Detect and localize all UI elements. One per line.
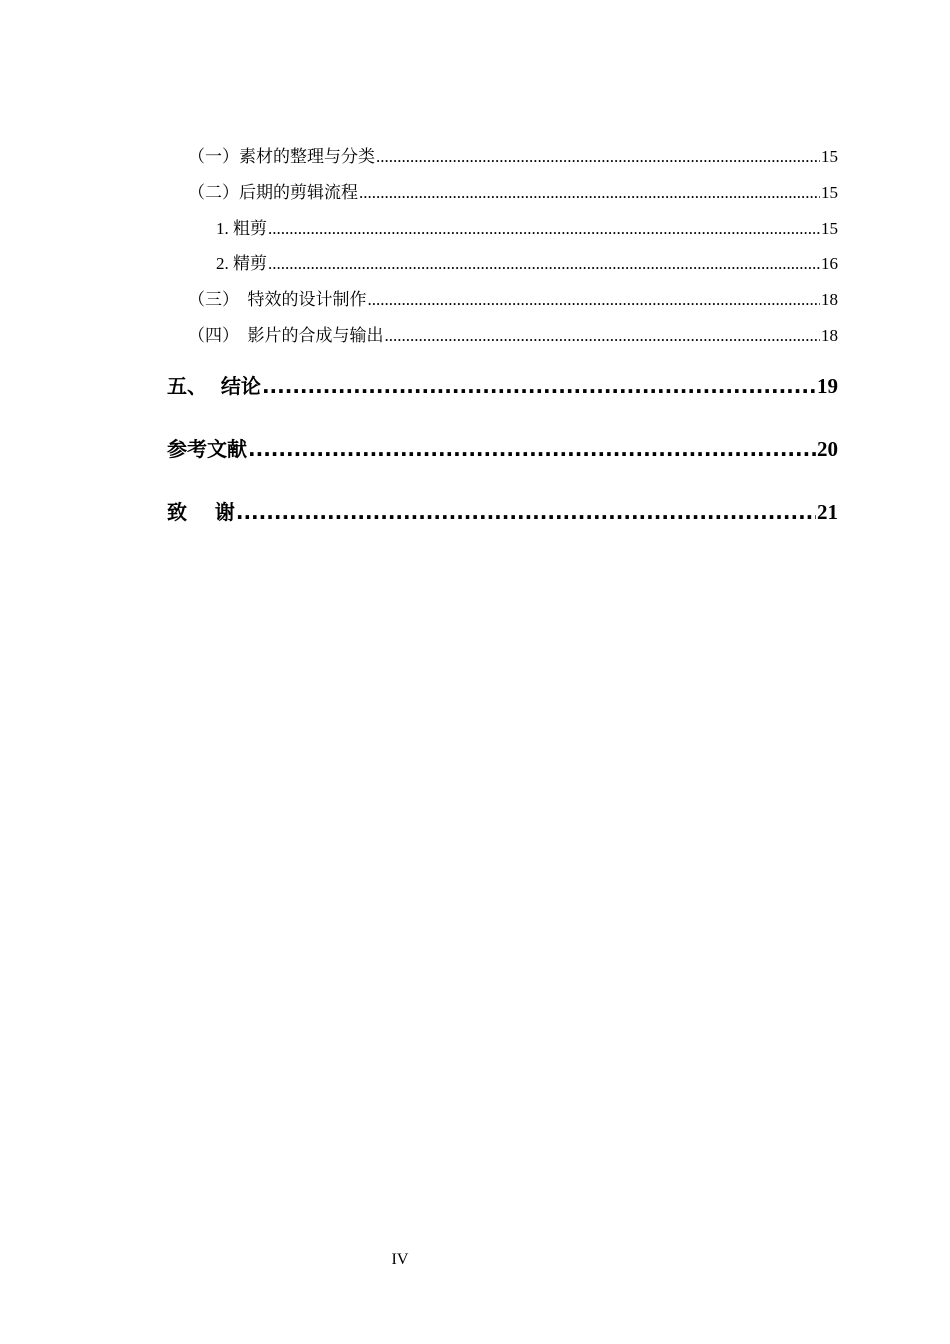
toc-entry-page: 20 (817, 437, 838, 461)
toc-leader-dots (236, 497, 816, 527)
toc-entry[interactable] (216, 217, 838, 241)
toc-entry-page: 16 (821, 254, 838, 273)
toc-entry-page: 21 (817, 500, 838, 524)
toc-chapter-entry[interactable] (167, 434, 838, 464)
toc-entry-page: 19 (817, 374, 838, 398)
toc-leader-dots (262, 371, 816, 401)
toc-entry-page: 18 (821, 326, 838, 345)
toc-entry[interactable] (188, 288, 838, 312)
toc-entry-label: （三） 特效的设计制作 (188, 290, 367, 309)
toc-entry-label: 2. 精剪 (216, 254, 267, 273)
toc-entry[interactable] (216, 252, 838, 276)
toc-leader-dots (368, 288, 821, 312)
toc-leader-dots (268, 217, 820, 241)
toc-entry-page: 15 (821, 183, 838, 202)
toc-entry-page: 15 (821, 219, 838, 238)
toc-leader-dots (359, 181, 820, 205)
toc-leader-dots (385, 324, 821, 348)
toc-entry-page: 15 (821, 147, 838, 166)
toc-leader-dots (376, 145, 820, 169)
toc-entry-label: （一）素材的整理与分类 (188, 147, 375, 166)
toc-entry-label: 参考文献 (167, 437, 247, 461)
toc-chapter-entry[interactable] (167, 497, 838, 527)
toc-leader-dots (248, 434, 816, 464)
toc-entry-label: （四） 影片的合成与输出 (188, 326, 384, 345)
toc-entry[interactable] (188, 181, 838, 205)
toc-entry-label: 1. 粗剪 (216, 219, 267, 238)
toc-leader-dots (268, 252, 820, 276)
toc-entry[interactable] (188, 145, 838, 169)
toc-chapter-entry[interactable] (167, 371, 838, 401)
toc-entry-label: （二）后期的剪辑流程 (188, 183, 358, 202)
toc-entry-label: 致 谢 (167, 500, 235, 524)
toc-entry[interactable] (188, 324, 838, 348)
toc-entry-page: 18 (821, 290, 838, 309)
page-number: IV (391, 1251, 409, 1268)
toc-entry-label: 五、 结论 (167, 374, 261, 398)
